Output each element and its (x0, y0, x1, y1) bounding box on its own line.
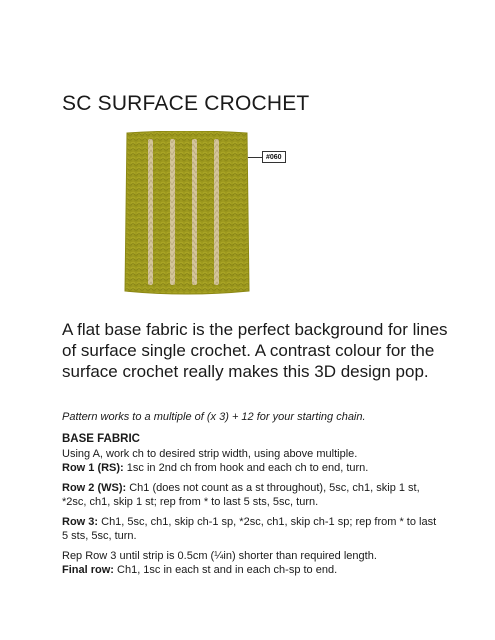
row-1 (62, 461, 438, 475)
row-3 (62, 515, 438, 543)
page-title: SC SURFACE CROCHET (62, 92, 310, 115)
row-label: Row 2 (WS): (62, 482, 127, 494)
swatch-tag: #060 (262, 151, 286, 163)
row-text: Ch1, 1sc in each st and in each ch-sp to end. (113, 564, 338, 576)
repeat-text: Rep Row 3 until strip is 0.5cm (¼in) shorter than required length. (62, 550, 377, 562)
section-heading: BASE FABRIC (62, 433, 140, 445)
setup-text: Using A, work ch to desired strip width, using above multiple. (62, 448, 358, 460)
crochet-swatch-photo (124, 131, 250, 296)
pattern-instructions (62, 410, 438, 583)
row-text: Ch1 (does not count as a st throughout), 5sc, ch1, skip 1 st, *2sc, ch1, skip 1 st; rep from * to last 5 sts, 5sc, turn. (62, 482, 420, 508)
row-2 (62, 481, 438, 509)
row-label: Row 1 (RS): (62, 462, 124, 474)
multiple-note: Pattern works to a multiple of (x 3) + 12 for your starting chain. (62, 411, 366, 423)
tag-leader-line (248, 157, 262, 158)
row-text: Ch1, 5sc, ch1, skip ch-1 sp, *2sc, ch1, skip ch-1 sp; rep from * to last 5 sts, 5sc, turn. (62, 516, 437, 542)
crochet-swatch-image (124, 131, 250, 296)
intro-paragraph: A flat base fabric is the perfect background for lines of surface single crochet. A contrast colour for the surface crochet really makes this 3D design pop. (62, 320, 448, 381)
final-row (62, 563, 438, 577)
row-label: Final row: (62, 564, 114, 576)
row-label: Row 3: (62, 516, 99, 528)
row-text: 1sc in 2nd ch from hook and each ch to end, turn. (123, 462, 369, 474)
